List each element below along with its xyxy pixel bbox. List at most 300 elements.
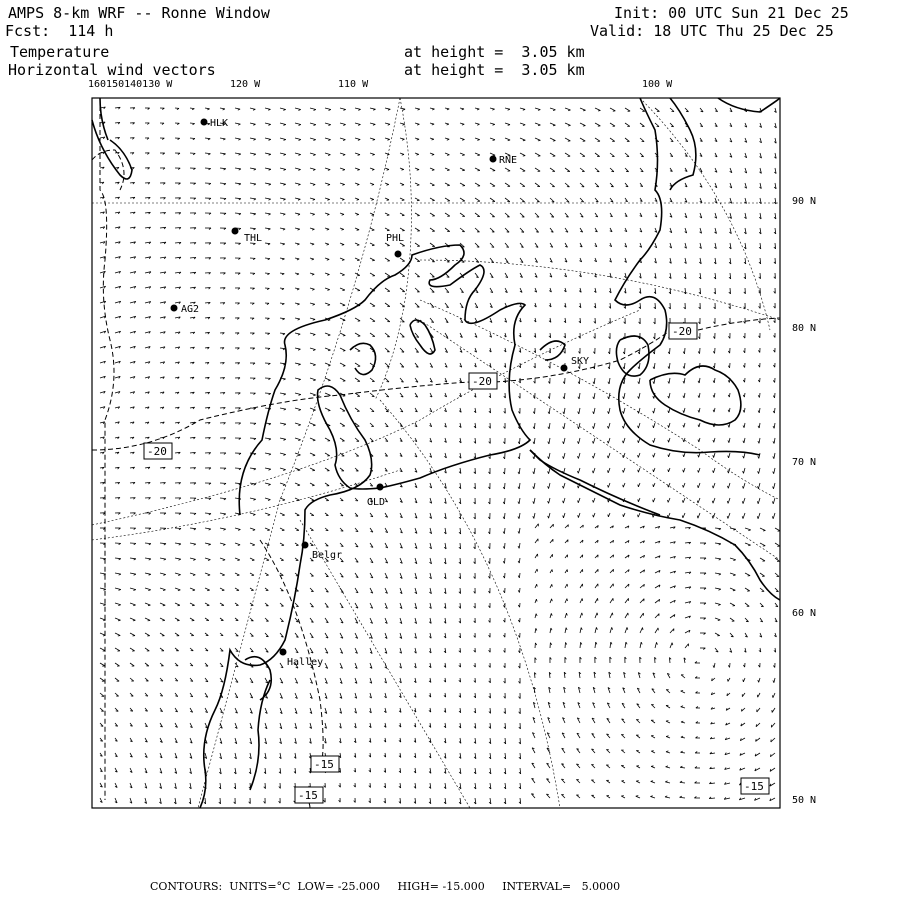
wind-vector bbox=[609, 393, 610, 399]
wind-vector bbox=[130, 573, 136, 574]
wind-vector-head bbox=[508, 109, 510, 110]
wind-vector bbox=[549, 498, 550, 503]
wind-vector-head bbox=[680, 781, 682, 782]
wind-vector-head bbox=[283, 379, 285, 380]
wind-vector-head bbox=[133, 620, 135, 621]
wind-vector bbox=[310, 138, 316, 140]
wind-vector bbox=[715, 363, 716, 368]
wind-vector bbox=[595, 363, 596, 369]
wind-vector-head bbox=[313, 440, 315, 441]
wind-vector bbox=[340, 348, 345, 351]
wind-vector bbox=[385, 288, 390, 291]
wind-vector bbox=[355, 348, 360, 351]
wind-vector bbox=[520, 183, 525, 186]
wind-vector-head bbox=[402, 124, 404, 125]
wind-vector-head bbox=[728, 395, 729, 397]
wind-vector-head bbox=[668, 411, 669, 413]
wind-vector bbox=[759, 678, 760, 682]
wind-vector-head bbox=[118, 636, 120, 637]
wind-vector bbox=[760, 528, 765, 531]
wind-vector-head bbox=[608, 397, 609, 399]
wind-vector-head bbox=[134, 574, 136, 575]
wind-vector bbox=[774, 483, 776, 489]
wind-vector-head bbox=[432, 124, 434, 125]
wind-vector bbox=[580, 642, 581, 648]
wind-vector bbox=[520, 153, 525, 156]
wind-vector bbox=[549, 423, 550, 429]
lon-label-120: 120 W bbox=[230, 79, 261, 90]
station-marker-gld bbox=[377, 484, 384, 491]
wind-vector-head bbox=[718, 620, 720, 621]
wind-vector-head bbox=[284, 169, 286, 170]
wind-vector-head bbox=[581, 202, 584, 203]
wind-vector bbox=[578, 513, 580, 518]
wind-vector-head bbox=[343, 366, 345, 367]
wind-vector-head bbox=[298, 229, 300, 230]
wind-vector bbox=[519, 513, 520, 519]
wind-vector bbox=[340, 153, 345, 155]
wind-vector-head bbox=[523, 109, 525, 110]
wind-vector-head bbox=[313, 365, 315, 366]
wind-vector bbox=[460, 213, 465, 216]
wind-vector-head bbox=[268, 124, 270, 125]
wind-vector-head bbox=[221, 666, 223, 667]
wind-vector bbox=[670, 348, 671, 354]
wind-vector-head bbox=[119, 590, 121, 591]
wind-vector bbox=[699, 408, 700, 412]
wind-vector bbox=[760, 393, 761, 398]
wind-vector-head bbox=[533, 501, 534, 503]
wind-vector-head bbox=[283, 110, 285, 111]
wind-vector-head bbox=[268, 515, 270, 516]
wind-vector-head bbox=[713, 486, 714, 488]
wind-vector bbox=[713, 483, 715, 488]
wind-vector-head bbox=[312, 274, 314, 275]
wind-vector bbox=[310, 228, 314, 229]
wind-vector-head bbox=[713, 410, 714, 412]
wind-vector bbox=[295, 423, 301, 425]
station-label-rne: RNE bbox=[499, 155, 518, 166]
wind-vector bbox=[250, 138, 256, 139]
wind-vector bbox=[280, 513, 285, 515]
wind-vector-head bbox=[298, 379, 300, 380]
wind-vector-head bbox=[727, 516, 728, 518]
wind-vector bbox=[475, 228, 480, 232]
wind-vector bbox=[744, 423, 745, 428]
wind-vector bbox=[475, 123, 480, 124]
wind-vector bbox=[175, 573, 181, 575]
wind-vector bbox=[505, 138, 510, 140]
wind-vector bbox=[175, 528, 181, 529]
wind-vector-head bbox=[608, 470, 609, 472]
wind-vector-head bbox=[432, 139, 434, 140]
wind-vector bbox=[355, 168, 360, 170]
wind-vector bbox=[565, 628, 566, 633]
wind-vector bbox=[190, 573, 195, 575]
wind-vector bbox=[623, 438, 625, 443]
wind-vector-head bbox=[342, 245, 344, 246]
wind-vector bbox=[190, 558, 196, 559]
wind-vector bbox=[505, 183, 510, 186]
wind-vector bbox=[490, 153, 495, 155]
wind-vector-head bbox=[608, 515, 609, 517]
wind-vector-head bbox=[283, 455, 285, 456]
wind-vector-head bbox=[223, 545, 225, 546]
wind-vector-head bbox=[668, 425, 669, 427]
wind-vector-head bbox=[681, 691, 683, 692]
wind-vector bbox=[535, 123, 540, 125]
wind-vector-head bbox=[583, 110, 585, 111]
wind-vector bbox=[325, 168, 330, 170]
wind-vector bbox=[295, 453, 301, 455]
wind-vector bbox=[250, 153, 256, 154]
wind-vector-head bbox=[638, 470, 639, 472]
wind-vector-head bbox=[758, 471, 759, 473]
wind-vector-head bbox=[533, 442, 534, 444]
wind-vector bbox=[295, 333, 300, 334]
wind-vector-head bbox=[312, 244, 314, 245]
wind-vector-head bbox=[518, 561, 519, 563]
wind-vector bbox=[385, 273, 390, 276]
wind-vector bbox=[130, 588, 136, 590]
wind-vector bbox=[355, 363, 360, 366]
wind-vector bbox=[325, 303, 330, 305]
wind-vector bbox=[758, 693, 760, 697]
wind-vector bbox=[579, 408, 580, 414]
wind-vector bbox=[280, 408, 286, 409]
wind-vector bbox=[310, 183, 315, 185]
wind-vector-head bbox=[713, 455, 714, 457]
wind-vector-head bbox=[298, 319, 300, 320]
wind-vector bbox=[340, 273, 345, 275]
wind-vector-head bbox=[643, 628, 644, 631]
station-label-belgr: Belgr bbox=[312, 550, 343, 561]
wind-vector-head bbox=[680, 766, 682, 767]
wind-vector-head bbox=[283, 349, 285, 350]
wind-vector-head bbox=[593, 500, 594, 502]
wind-vector bbox=[624, 408, 626, 414]
wind-vector bbox=[684, 393, 685, 398]
wind-vector bbox=[730, 558, 736, 560]
wind-vector bbox=[295, 408, 301, 410]
wind-vector-head bbox=[312, 259, 314, 260]
wind-vector-head bbox=[763, 531, 765, 532]
wind-vector-head bbox=[178, 605, 180, 606]
wind-vector bbox=[609, 408, 610, 414]
wind-vector bbox=[595, 123, 600, 126]
wind-vector-head bbox=[611, 186, 614, 187]
wind-vector-head bbox=[447, 155, 449, 156]
wind-vector-head bbox=[313, 304, 315, 305]
wind-vector bbox=[490, 123, 495, 124]
wind-vector-head bbox=[178, 590, 180, 591]
wind-vector-head bbox=[282, 259, 284, 260]
wind-vector-head bbox=[492, 247, 495, 248]
wind-vector bbox=[579, 378, 580, 384]
wind-vector bbox=[295, 243, 300, 244]
wind-vector bbox=[580, 183, 584, 187]
wind-vector bbox=[505, 123, 510, 125]
wind-vector bbox=[625, 642, 626, 648]
wind-vector-head bbox=[566, 217, 569, 218]
wind-vector bbox=[310, 483, 315, 485]
wind-vector-head bbox=[552, 599, 553, 601]
wind-vector bbox=[295, 108, 301, 110]
wind-vector-head bbox=[357, 185, 359, 186]
station-label-phl: PHL bbox=[386, 233, 405, 244]
wind-vector bbox=[593, 453, 595, 458]
wind-vector bbox=[580, 153, 585, 156]
wind-vector-head bbox=[613, 555, 614, 558]
wind-vector-head bbox=[713, 440, 714, 442]
wind-vector-head bbox=[772, 501, 773, 503]
wind-vector-head bbox=[518, 517, 519, 519]
wind-vector bbox=[250, 543, 255, 545]
wind-vector bbox=[549, 513, 550, 518]
wind-vector bbox=[370, 243, 375, 245]
field-temperature: Temperature bbox=[10, 43, 110, 61]
wind-vector-head bbox=[566, 628, 567, 630]
wind-vector bbox=[773, 513, 775, 519]
station-marker-hlk bbox=[201, 119, 208, 126]
wind-vector bbox=[355, 333, 360, 336]
wind-vector bbox=[730, 573, 736, 575]
wind-vector bbox=[505, 213, 510, 217]
wind-vector bbox=[640, 628, 643, 634]
wind-vector-head bbox=[578, 427, 579, 429]
wind-vector-head bbox=[623, 426, 624, 428]
wind-vector bbox=[205, 543, 211, 544]
wind-vector bbox=[280, 438, 286, 439]
wind-vector-head bbox=[698, 485, 699, 487]
wind-vector bbox=[205, 168, 211, 169]
wind-vector bbox=[250, 513, 255, 515]
wind-vector-head bbox=[224, 514, 226, 515]
wind-vector-head bbox=[683, 366, 684, 368]
wind-vector-head bbox=[193, 590, 195, 591]
wind-vector bbox=[534, 438, 535, 444]
wind-vector-head bbox=[283, 214, 285, 215]
wind-vector bbox=[205, 108, 210, 109]
wind-vector bbox=[385, 213, 389, 215]
wind-vector bbox=[520, 198, 525, 202]
wind-vector bbox=[595, 598, 598, 603]
wind-vector-head bbox=[253, 139, 255, 140]
wind-vector-head bbox=[193, 559, 195, 560]
wind-vector bbox=[728, 483, 730, 488]
wind-vector bbox=[651, 720, 655, 723]
wind-vector bbox=[714, 393, 715, 397]
wind-vector bbox=[295, 168, 301, 170]
wind-vector-head bbox=[576, 764, 579, 765]
wind-vector bbox=[340, 438, 345, 441]
station-markers bbox=[171, 119, 568, 656]
wind-vector bbox=[100, 693, 104, 696]
wind-vector bbox=[340, 108, 346, 110]
wind-vector-head bbox=[727, 693, 728, 695]
wind-vector-head bbox=[160, 696, 163, 697]
wind-vector-head bbox=[653, 426, 654, 428]
lat-label-60: 60 N bbox=[792, 608, 817, 619]
wind-vector bbox=[564, 453, 566, 459]
wind-vector-head bbox=[314, 110, 316, 111]
wind-vector-head bbox=[253, 530, 255, 531]
wind-vector bbox=[400, 258, 405, 261]
wind-vector bbox=[684, 363, 685, 369]
wind-vector bbox=[340, 468, 344, 471]
wind-vector bbox=[220, 558, 225, 560]
wind-vector bbox=[235, 138, 241, 139]
wind-vector bbox=[175, 588, 180, 590]
station-marker-belgr bbox=[302, 542, 309, 549]
wind-vector-head bbox=[329, 110, 331, 111]
wind-vector-head bbox=[387, 139, 389, 140]
wind-vector bbox=[594, 408, 595, 414]
wind-vector-head bbox=[372, 170, 374, 171]
wind-vector bbox=[280, 153, 286, 154]
wind-vector bbox=[595, 642, 596, 648]
wind-vector-head bbox=[533, 472, 534, 474]
wind-vector-head bbox=[356, 215, 358, 216]
wind-vector-head bbox=[268, 484, 270, 485]
wind-vector-head bbox=[743, 680, 744, 682]
wind-vector bbox=[160, 648, 164, 651]
wind-vector-head bbox=[666, 721, 668, 722]
wind-vector bbox=[519, 543, 520, 548]
wind-vector-head bbox=[758, 486, 759, 488]
wind-vector bbox=[505, 108, 510, 109]
wind-vector-head bbox=[477, 155, 480, 156]
wind-vector-head bbox=[313, 319, 315, 320]
wind-vector bbox=[610, 627, 612, 633]
wind-vector bbox=[190, 123, 195, 124]
wind-vector bbox=[745, 543, 751, 545]
init-time: Init: 00 UTC Sun 21 Dec 25 bbox=[614, 4, 849, 22]
wind-vector bbox=[265, 468, 271, 469]
wind-vector bbox=[519, 498, 520, 504]
wind-vector bbox=[610, 108, 615, 111]
wind-vector bbox=[295, 288, 299, 289]
wind-vector bbox=[280, 258, 285, 259]
wind-vector-head bbox=[638, 515, 639, 517]
wind-vector bbox=[549, 438, 550, 444]
wind-vector bbox=[684, 423, 685, 427]
wind-vector-head bbox=[313, 155, 315, 156]
wind-vector bbox=[325, 333, 330, 335]
wind-vector bbox=[265, 183, 271, 184]
wind-vector bbox=[220, 198, 226, 199]
wind-vector-head bbox=[681, 751, 683, 752]
wind-vector-head bbox=[327, 244, 329, 245]
wind-vector bbox=[650, 797, 655, 799]
lon-label-110: 110 W bbox=[338, 79, 369, 90]
wind-vector-head bbox=[251, 651, 253, 652]
wind-vector bbox=[325, 198, 330, 200]
wind-vector bbox=[130, 648, 135, 651]
wind-vector-head bbox=[533, 516, 534, 518]
wind-vector bbox=[744, 438, 745, 443]
wind-vector bbox=[535, 198, 540, 202]
wind-vector-head bbox=[567, 599, 568, 601]
wind-vector bbox=[400, 288, 405, 292]
wind-vector-head bbox=[698, 440, 699, 442]
wind-vector bbox=[668, 513, 670, 518]
wind-vector bbox=[580, 138, 585, 141]
wind-vector bbox=[715, 618, 720, 620]
wind-vector bbox=[385, 363, 389, 367]
wind-vector-head bbox=[358, 155, 360, 156]
wind-vector bbox=[265, 213, 271, 214]
wind-vector bbox=[565, 123, 571, 125]
wind-vector-head bbox=[343, 155, 345, 156]
wind-vector-head bbox=[269, 454, 271, 455]
wind-vector bbox=[608, 453, 610, 458]
wind-vector-head bbox=[327, 200, 329, 201]
wind-vector bbox=[310, 333, 315, 335]
wind-vector bbox=[370, 378, 375, 382]
wind-vector bbox=[310, 438, 315, 440]
lon-label-100: 100 W bbox=[642, 79, 673, 90]
wind-vector-head bbox=[713, 395, 714, 397]
wind-vector bbox=[190, 633, 194, 636]
wind-vector bbox=[730, 618, 734, 621]
wind-vector bbox=[145, 588, 151, 590]
wind-vector-head bbox=[462, 124, 464, 125]
wind-vector-head bbox=[313, 199, 315, 200]
wind-vector-head bbox=[194, 529, 196, 530]
wind-vector-head bbox=[269, 469, 271, 470]
wind-vector bbox=[265, 153, 271, 154]
wind-vector bbox=[505, 198, 510, 202]
wind-vector-head bbox=[208, 575, 210, 576]
wind-vector-head bbox=[312, 214, 314, 215]
wind-vector bbox=[594, 393, 595, 399]
wind-vector bbox=[668, 498, 670, 502]
wind-vector bbox=[580, 598, 582, 603]
wind-vector bbox=[280, 138, 286, 140]
wind-vector bbox=[325, 153, 330, 155]
wind-vector bbox=[295, 528, 299, 530]
wind-vector bbox=[340, 318, 345, 320]
wind-vector-head bbox=[145, 696, 148, 697]
wind-vector-head bbox=[298, 334, 300, 335]
wind-vector bbox=[730, 603, 735, 606]
station-label-sky: SKY bbox=[571, 356, 590, 367]
wind-vector bbox=[519, 528, 520, 534]
wind-vector bbox=[535, 183, 540, 187]
wind-vector-head bbox=[222, 575, 224, 576]
wind-vector bbox=[638, 453, 640, 458]
wind-vector-head bbox=[592, 749, 594, 750]
wind-vector-head bbox=[668, 440, 669, 442]
wind-vector-head bbox=[179, 544, 181, 545]
wind-vector-head bbox=[252, 545, 254, 546]
wind-vector-head bbox=[668, 500, 669, 502]
wind-vector-head bbox=[269, 169, 271, 170]
wind-vector-head bbox=[548, 457, 549, 459]
wind-vector-head bbox=[728, 410, 729, 412]
wind-vector-head bbox=[343, 351, 345, 352]
wind-vector bbox=[130, 618, 135, 620]
wind-vector-head bbox=[578, 456, 579, 458]
wind-vector bbox=[205, 588, 210, 590]
wind-vector bbox=[772, 708, 775, 713]
wind-vector-head bbox=[626, 642, 627, 644]
wind-vector bbox=[519, 453, 520, 459]
wind-vector bbox=[771, 723, 775, 727]
wind-vector bbox=[680, 767, 685, 768]
wind-vector-head bbox=[282, 274, 284, 275]
